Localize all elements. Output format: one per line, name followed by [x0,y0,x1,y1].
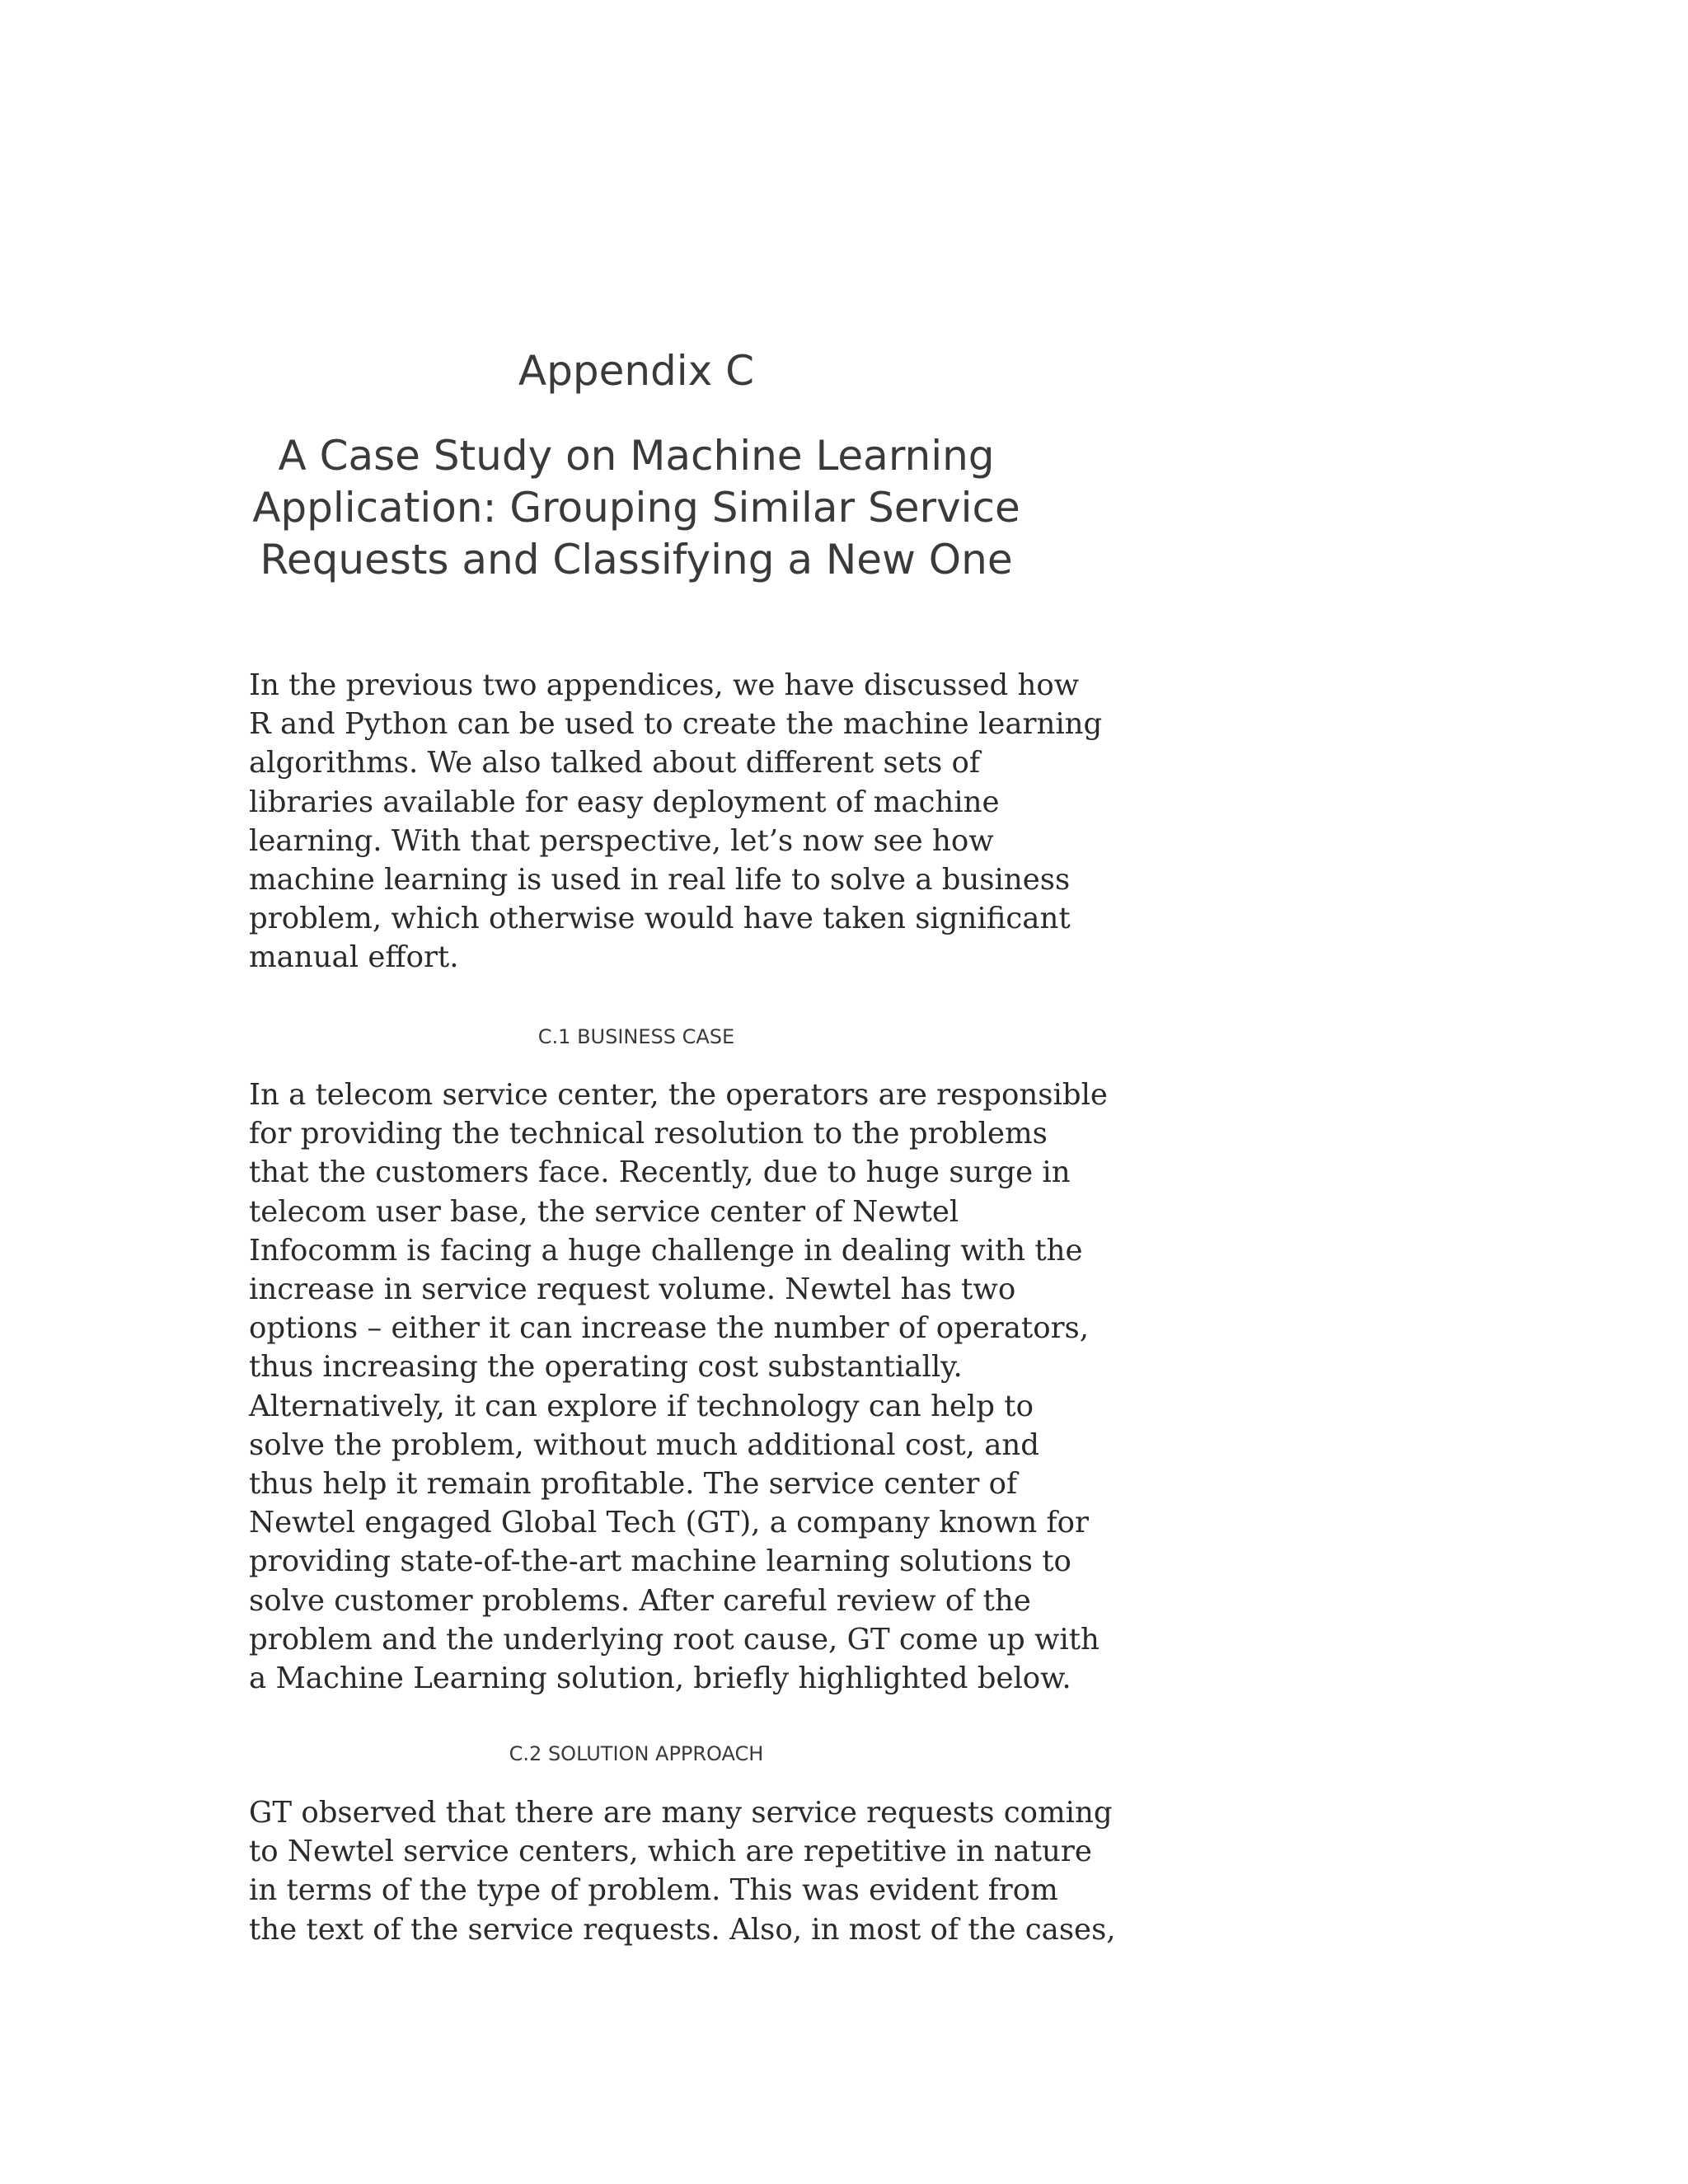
text-line: for providing the technical resolution to the problems [249,1117,1048,1151]
text-line: that the customers face. Recently, due to huge surge in [249,1155,1071,1190]
text-line: Newtel engaged Global Tech (GT), a company known for [249,1506,1089,1540]
text-line: options – either it can increase the number of operators, [249,1311,1090,1346]
intro-paragraph [249,666,1103,977]
business-case-paragraph [249,1076,1108,1698]
chapter-title [249,430,1024,586]
text-line: Alternatively, it can explore if technology can help to [249,1389,1034,1423]
chapter-title-line: Requests and Classifying a New One [260,536,1013,583]
appendix-label: Appendix C [518,347,755,395]
section-heading-business-case: C.1 BUSINESS CASE [537,1025,735,1048]
text-line: telecom user base, the service center of Newtel [249,1194,959,1229]
text-line: R and Python can be used to create the machine learning [249,707,1103,742]
chapter-title-line: Application: Grouping Similar Service [252,484,1020,532]
text-line: increase in service request volume. Newtel has two [249,1272,1016,1307]
text-line: problem and the underlying root cause, GT come up with [249,1622,1100,1657]
chapter-title-line: A Case Study on Machine Learning [278,432,995,480]
text-line: algorithms. We also talked about different sets of [249,746,980,780]
text-line: problem, which otherwise would have taken significant [249,902,1071,936]
text-line: learning. With that perspective, let’s now see how [249,823,994,858]
section-heading-solution-approach: C.2 SOLUTION APPROACH [509,1742,764,1765]
text-line: manual effort. [249,940,459,975]
text-line: providing state-of-the-art machine learning solutions to [249,1544,1071,1579]
text-line: thus help it remain profitable. The service center of [249,1467,1018,1502]
text-line: In a telecom service center, the operators are responsible [249,1078,1108,1112]
text-line: the text of the service requests. Also, in most of the cases, [249,1912,1116,1947]
text-line: machine learning is used in real life to solve a business [249,863,1071,898]
text-line: In the previous two appendices, we have discussed how [249,668,1080,702]
text-line: to Newtel service centers, which are repetitive in nature [249,1835,1092,1869]
solution-approach-paragraph [249,1793,1116,1949]
text-line: solve the problem, without much additional cost, and [249,1427,1040,1462]
text-line: Infocomm is facing a huge challenge in dealing with the [249,1233,1083,1268]
text-line: thus increasing the operating cost substantially. [249,1350,963,1385]
text-line: libraries available for easy deployment of machine [249,785,1000,819]
text-line: GT observed that there are many service requests coming [249,1796,1113,1830]
text-line: a Machine Learning solution, briefly highlighted below. [249,1661,1071,1696]
text-line: solve customer problems. After careful review of the [249,1583,1031,1618]
text-line: in terms of the type of problem. This was evident from [249,1873,1058,1908]
